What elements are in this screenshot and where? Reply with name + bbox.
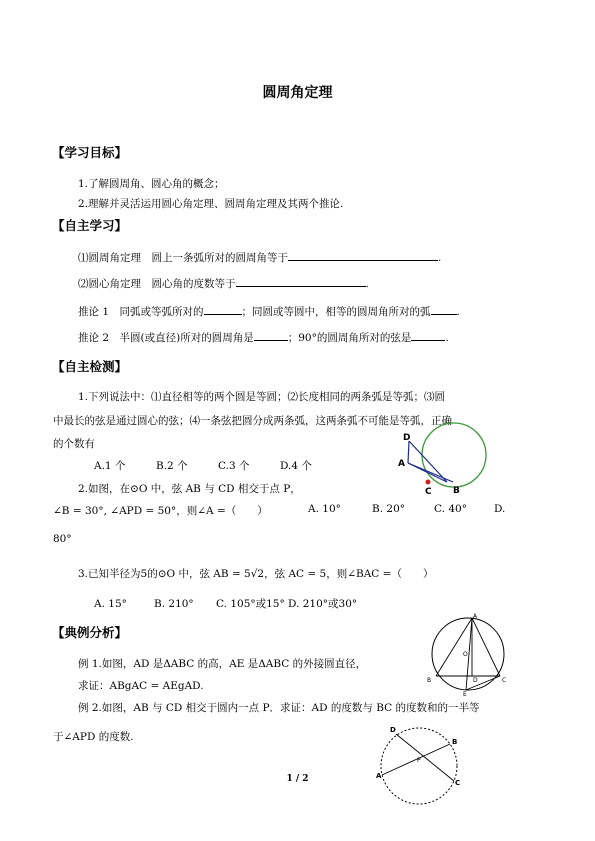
- q3-option-a[interactable]: A. 15°: [94, 598, 127, 610]
- goal-item-1: 1.了解圆周角、圆心角的概念；: [78, 178, 225, 190]
- q2-line-3: 80°: [53, 533, 72, 545]
- fill-blank[interactable]: [431, 304, 457, 315]
- self-study-line-2-text: ⑵圆心角定理 圆心角的度数等于: [78, 278, 236, 290]
- q3-options: [94, 596, 357, 611]
- example-1-line-1: 例 1.如图，AD 是ΔABC 的高，AE 是ΔABC 的外接圆直径，: [78, 658, 367, 670]
- fill-blank[interactable]: [411, 330, 445, 341]
- self-study-line-2: [78, 276, 369, 291]
- label-c: C: [502, 677, 507, 684]
- q2-option-c[interactable]: C. 40°: [434, 503, 467, 515]
- self-study-line-4-text-b: ；90°的圆周角所对的弦是: [287, 332, 412, 344]
- q1-option-a[interactable]: A.1 个: [94, 460, 126, 472]
- self-study-line-3-end: .: [456, 306, 460, 318]
- q1-line-1: 1.下列说法中：⑴直径相等的两个圆是等圆；⑵长度相同的两条弧是等弧；⑶圆: [78, 391, 446, 403]
- circle: [381, 728, 457, 804]
- self-study-line-3-text-b: ；同圆或等圆中，相等的圆周角所对的弧: [241, 306, 431, 318]
- label-b: B: [427, 677, 432, 684]
- q2-line-2: ∠B = 30°, ∠APD = 50°，则∠A =（ ）: [53, 505, 268, 517]
- q3-option-d[interactable]: D. 210°或30°: [288, 598, 358, 610]
- figure-example2-circle: [375, 722, 465, 806]
- label-b: B: [452, 738, 458, 746]
- segment: [409, 441, 447, 482]
- example-2-line-2: 于∠APD 的度数.: [53, 731, 134, 743]
- fill-blank[interactable]: [204, 304, 242, 315]
- q2-line-1: 2.如图，在⊙O 中，弦 AB 与 CD 相交于点 P，: [78, 483, 301, 495]
- q2-options: [308, 503, 505, 515]
- section-self-check-heading: 【自主检测】: [52, 359, 128, 374]
- q2-option-b[interactable]: B. 20°: [372, 503, 406, 515]
- label-c: C: [455, 779, 461, 787]
- fill-blank[interactable]: [288, 250, 438, 261]
- q3-option-b[interactable]: B. 210°: [154, 598, 194, 610]
- q3-line-1: 3.已知半径为5的⊙O 中，弦 AB = 5√2，弦 AC = 5，则∠BAC =（ ）: [78, 568, 434, 580]
- label-a: A: [398, 459, 405, 469]
- circle-o: [422, 423, 486, 487]
- label-a: A: [473, 613, 478, 620]
- label-c: C: [425, 487, 432, 497]
- label-d: D: [390, 726, 396, 734]
- label-a: A: [376, 772, 382, 780]
- q1-options: [94, 458, 312, 473]
- q1-option-d[interactable]: D.4 个: [280, 460, 312, 472]
- label-p: P: [417, 757, 421, 764]
- self-study-line-1-text: ⑴圆周角定理 圆上一条弧所对的圆周角等于: [78, 252, 288, 264]
- segment: [466, 676, 500, 690]
- self-study-line-1-end: .: [438, 252, 442, 264]
- label-d: D: [473, 677, 478, 684]
- page-title: 圆周角定理: [262, 85, 333, 101]
- q1-option-b[interactable]: B.2 个: [156, 460, 188, 472]
- goal-item-2: 2.理解并灵活运用圆心角定理、圆周角定理及其两个推论.: [78, 198, 344, 210]
- chord-ab: [382, 744, 450, 775]
- segment: [436, 618, 472, 676]
- figure-q2-circle: [395, 420, 505, 500]
- label-e: E: [463, 691, 467, 696]
- self-study-line-1: [78, 250, 441, 265]
- self-study-line-4: [78, 330, 449, 345]
- segment: [408, 441, 409, 463]
- segment: [408, 463, 447, 482]
- q2-option-d[interactable]: D.: [494, 503, 506, 515]
- label-b: B: [453, 486, 460, 496]
- label-d: D: [403, 433, 411, 443]
- label-o: O: [463, 651, 468, 658]
- section-examples-heading: 【典例分析】: [52, 625, 128, 640]
- page-number: 1 / 2: [286, 774, 309, 784]
- self-study-line-4-end: .: [445, 332, 449, 344]
- fill-blank[interactable]: [236, 276, 366, 287]
- example-1-line-2: 求证：ABgAC = AEgAD.: [78, 680, 204, 692]
- self-study-line-3-text-a: 推论 1 同弧或等弧所对的: [78, 306, 204, 318]
- example-2-line-1: 例 2.如图，AB 与 CD 相交于圆内一点 P．求证：AD 的度数与 BC 的度数和的一半等: [78, 702, 480, 714]
- q1-line-3: 的个数有: [53, 438, 95, 450]
- self-study-line-3: [78, 304, 460, 319]
- point-c-dot: [426, 480, 431, 485]
- self-study-line-2-end: .: [365, 278, 369, 290]
- fill-blank[interactable]: [254, 330, 288, 341]
- q1-option-c[interactable]: C.3 个: [218, 460, 250, 472]
- q3-option-c[interactable]: C. 105°或15°: [216, 598, 285, 610]
- figure-example1-circle: [425, 612, 510, 696]
- segment: [472, 618, 500, 676]
- q1-line-2: 中最长的弦是通过圆心的弦；⑷一条弦把圆分成两条弧，这两条弧不可能是等弧，正确: [53, 415, 452, 427]
- q2-option-a[interactable]: A. 10°: [308, 503, 341, 515]
- section-self-study-heading: 【自主学习】: [52, 218, 128, 233]
- self-study-line-4-text-a: 推论 2 半圆(或直径)所对的圆周角是: [78, 332, 254, 344]
- section-goals-heading: 【学习目标】: [52, 145, 128, 160]
